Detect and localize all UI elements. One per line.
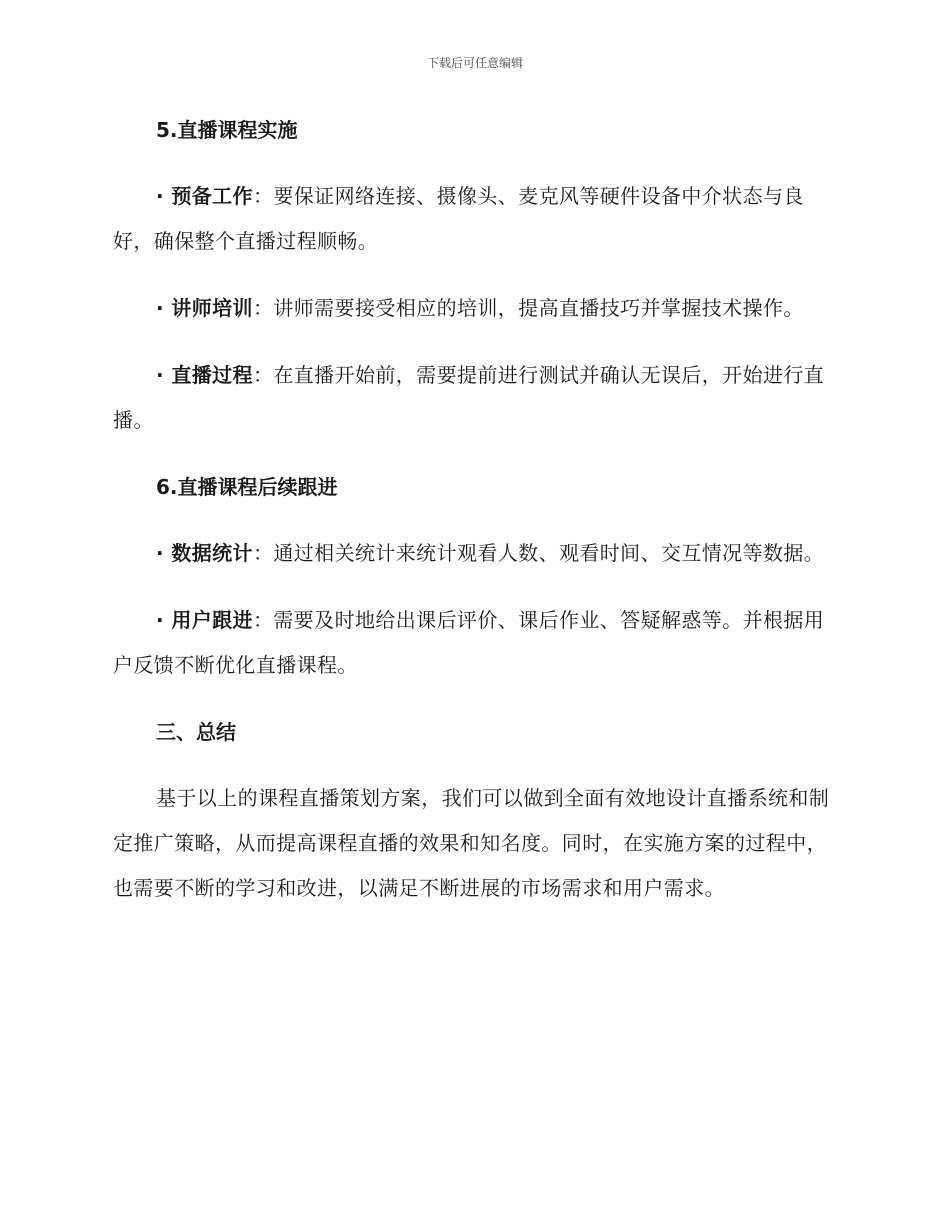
document-body	[113, 108, 833, 911]
bullet-text: ：需要及时地给出课后评价、课后作业、答疑解惑等。并根据用户反馈不断优化直播课程。	[113, 608, 825, 677]
bullet-item-user-followup	[113, 598, 833, 688]
bullet-term: · 讲师培训	[156, 296, 253, 320]
bullet-item-preparation	[113, 174, 833, 264]
bullet-item-live-process	[113, 353, 833, 443]
page-header-note: 下载后可任意编辑	[426, 56, 523, 70]
bullet-term: · 直播过程	[156, 363, 253, 387]
bullet-text: ：在直播开始前，需要提前进行测试并确认无误后，开始进行直播。	[113, 363, 825, 432]
bullet-term: · 用户跟进	[156, 608, 253, 632]
section-heading-summary: 三、总结	[156, 720, 236, 744]
bullet-text: ：要保证网络连接、摄像头、麦克风等硬件设备中介状态与良好，确保整个直播过程顺畅。	[113, 184, 804, 253]
bullet-item-data-statistics	[113, 531, 833, 576]
section-heading-implementation: 5.直播课程实施	[156, 118, 298, 142]
bullet-text: ：通过相关统计来统计观看人数、观看时间、交互情况等数据。	[252, 541, 825, 565]
summary-paragraph: 基于以上的课程直播策划方案，我们可以做到全面有效地设计直播系统和制定推广策略，从而提高课程直播的效果和知名度。同时，在实施方案的过程中，也需要不断的学习和改进，以满足不断进展的市场需求和用户需求。	[113, 786, 830, 900]
bullet-term: · 数据统计	[156, 541, 253, 565]
section-heading-followup: 6.直播课程后续跟进	[156, 475, 338, 499]
bullet-item-instructor-training	[113, 286, 833, 331]
bullet-text: ：讲师需要接受相应的培训，提高直播技巧并掌握技术操作。	[252, 296, 804, 320]
bullet-term: · 预备工作	[156, 184, 253, 208]
